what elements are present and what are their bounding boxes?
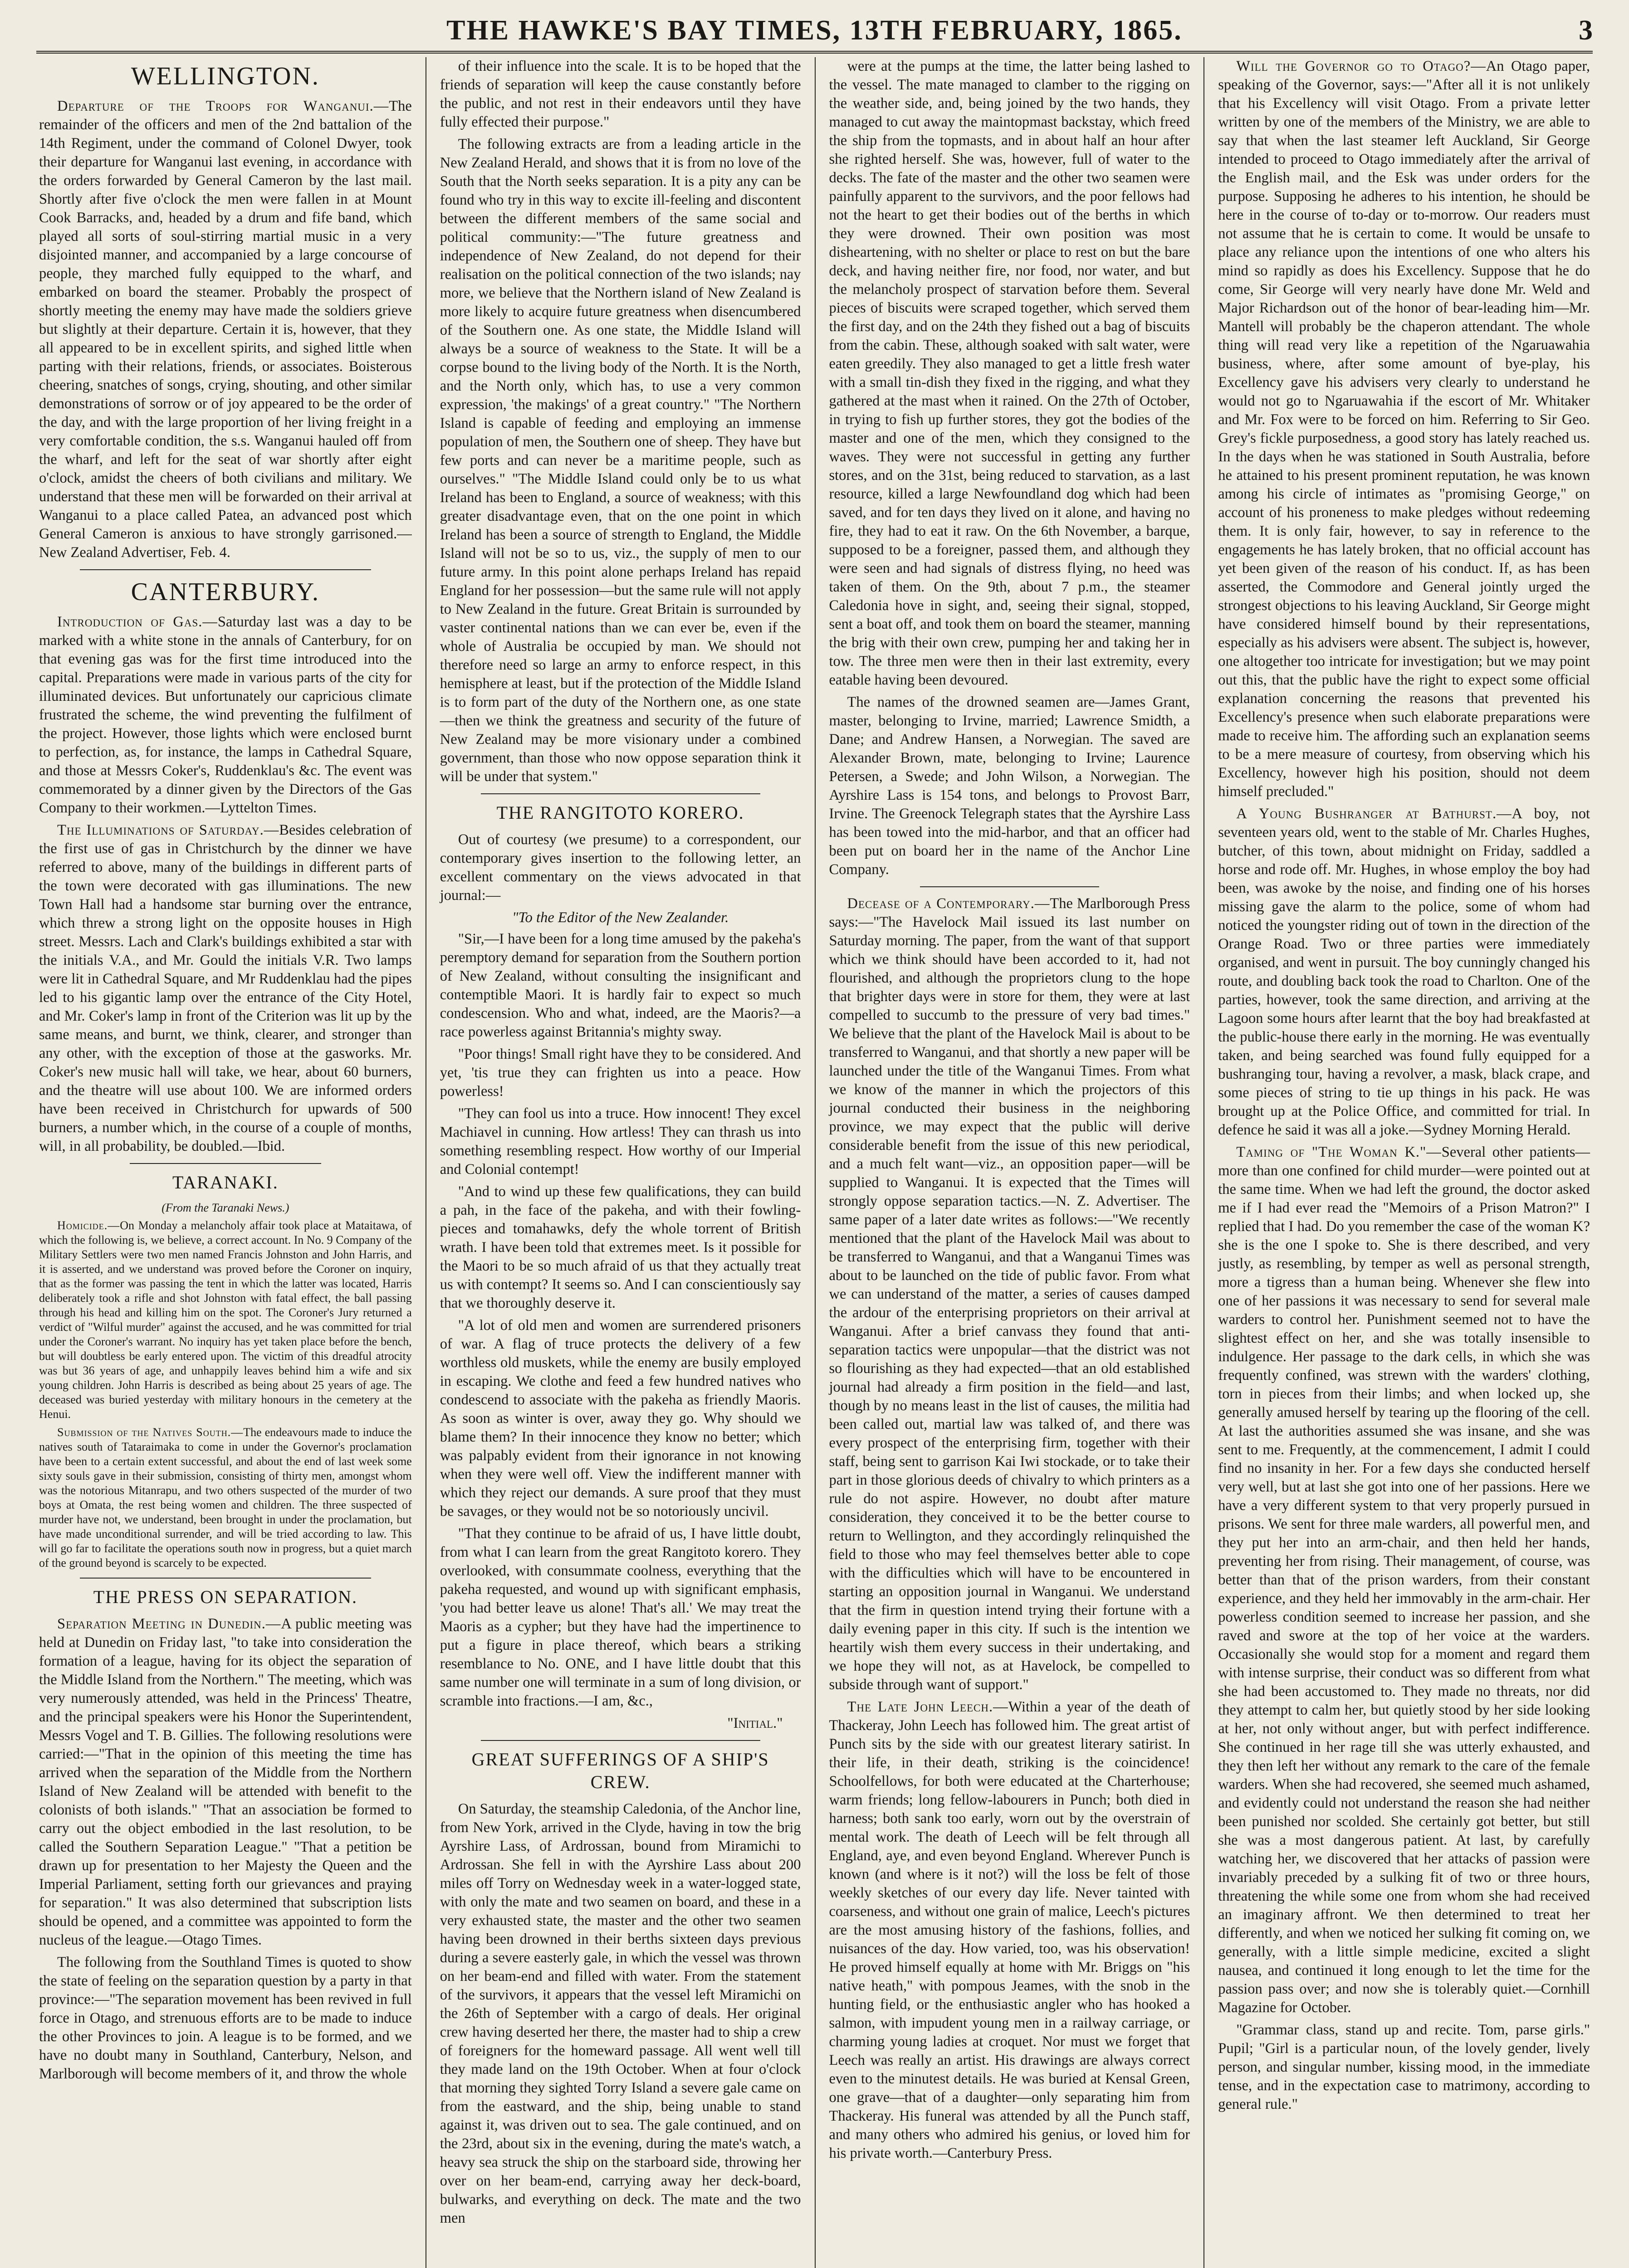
paragraph-text: The Marlborough Press says:—"The Havelock Mail issued its last number on Saturday morning. The paper, from the want of that support which we think should have been accorded to it, had not flourished, and although the proprietors clung to the hope that brighter days were in store for them, they were at last compelled to succumb to the pressure of very bad times." We believe that the plant of the Havelock Mail is about to be transferred to Wanganui, and that shortly a new paper will be launched under the title of the Wanganui Times. From what we know of the manner in which the projectors of this journal conducted their business in the neighboring province, we may expect that the public will derive considerable benefit from the issue of this new periodical, and a much felt want—viz., an opposition paper—will be supplied to Wanganui. It is expected that the Times will strongly oppose separation tactics.—N. Z. Advertiser. The same paper of a later date writes as follows:—"We recently mentioned that the plant of the Havelock Mail was about to be transferred to Wanganui, and that a Wanganui Times was about to be launched on the tide of public favor. From what we can understand of the matter, a series of causes damped the ardour of the enterprising proprietors on their arrival at Wanganui. After a brief canvass they found that anti-separation tactics were unpopular—that the district was not so flourishing as they had expected—that an old established journal had already a firm position in the field—and last, though by no means least in the list of causes, the militia had been called out, martial law was talked of, and there was every prospect of the enterprising firm, together with their staff, being sent to garrison Kai Iwi stockade, or to take their part in those glorious deeds of chivalry to which printers as a rule do not aspire. However, no doubt after mature consideration, they conceived it to be the better course to return to Wellington, and they accordingly relinquished the field to those who may feel themselves better able to cope with the difficulties which will have to be encountered in starting an opposition journal in Wanganui. We understand that the firm in question intend trying their fortune with a daily evening paper in this city. If such is the intention we heartily wish them every success in their undertaking, and we hope they will not, as at Havelock, be compelled to subside through want of support." [829,895,1190,1693]
paragraph-text: "Sir,—I have been for a long time amused by the pakeha's peremptory demand for separation from the Southern portion of New Zealand, without consulting the insignificant and contemptible Maori. It is hardly fair to expect so much condescension. Who and what, indeed, are the Maoris?—a race powerless against Britannia's mighty sway. [440,931,801,1040]
paragraph-lead: Taming of "The Woman K."— [1236,1144,1442,1160]
paragraph-text: A public meeting was held at Dunedin on Friday last, "to take into consideration the formation of a league, having for its object the separation of the Middle Island from the Northern." The meeting, which was very numerously attended, was held in the Princess' Theatre, and the principal speakers were his Honor the Superintendent, Messrs Vogel and T. B. Gillies. The following resolutions were carried:—"That in the opinion of this meeting the time has arrived when the separation of the Middle from the Northern Island of New Zealand will be attended with benefit to the colonists of both islands." "That an association be formed to carry out the object embodied in the last resolution, to be called the Southern Separation League." "That a petition be drawn up for presentation to her Majesty the Queen and the Imperial Parliament, setting forth our grievances and praying for separation." It was also determined that subscription lists should be opened, and a committee was appointed to form the nucleus of the league.—Otago Times. [39,1616,412,1948]
section-heading: WELLINGTON. [131,62,320,90]
paragraph-text: "A lot of old men and women are surrendered prisoners of war. A flag of truce protects the delivery of a few worthless old muskets, while the enemy are busily employed in escaping. We clothe and feed a few hundred natives who condescend to associate with the pakeha as friendly Maoris. As soon as winter is over, away they go. Why should we blame them? In their innocence they know no better; which was palpably evident from their ignorance in not knowing when they were well off. View the indifferent manner with which they reject our demands. A sure proof that they must be savages, or they would not be so notoriously uncivil. [440,1317,801,1520]
paragraph-lead: Homicide.— [57,1219,120,1232]
section-heading: GREAT SUFFERINGS OF A SHIP'S CREW. [471,1749,769,1792]
paragraph-text: Besides celebration of the first use of gas in Christchurch by the dinner we have referred to above, many of the buildings in different parts of the town were decorated with gas illuminations. The new Town Hall had a handsome star burning over the entrance, which threw a strong light on the opposite houses in High street. Messrs. Lach and Clark's buildings exhibited a star with the initials V.A., and Mr. Gould the initials V.R. Two lamps were lit in Cathedral Square, and Mr Ruddenklau had the pipes led to his gigantic lamp over the entrance of the City Hotel, and Mr. Coker's lamp in front of the Criterion was lit up by the same means, and burnt, we think, clearer, and stronger than any other, with the exception of those at the gasworks. Mr. Coker's new music hall will take, we hear, about 60 burners, and the theatre will use about 100. We are informed orders have been received in Christchurch for upwards of 500 burners, a number which, in the course of a couple of months, will, in all probability, be doubled.—Ibid. [39,822,412,1154]
article-paragraph [440,1316,801,1521]
paragraph-text: On Monday a melancholy affair took place at Mataitawa, of which the following is, we believe, a correct account. In No. 9 Company of the Military Settlers were two men named Francis Johnston and John Harris, and it is asserted, and we understand was proved before the Coroner on inquiry, that as the former was passing the tent in which the latter was located, Harris deliberately took a rifle and shot Johnston with fatal effect, the ball passing through his head and killing him on the spot. The Coroner's Jury returned a verdict of "Wilful murder" against the accused, and he was committed for trial under the Coroner's warrant. No inquiry has yet taken place before the bench, but will doubtless be early entered upon. The victim of this dreadful atrocity was but 36 years of age, and unhappily leaves behind him a wife and six young children. John Harris is described as being about 25 years of age. The deceased was buried yesterday with military honours in the cemetery at the Henui. [39,1219,412,1421]
article-paragraph [1218,805,1590,1139]
paragraph-text: An Otago paper, speaking of the Governor, says:—"After all it is not unlikely that his Excellency will visit Otago. From a private letter written by one of the members of the Ministry, we are able to say that when the last steamer left Auckland, Sir George intended to proceed to Otago immediately after the arrival of the English mail, and the Esk was under orders for the purpose. Supposing he adheres to his intention, he should be here in the course of to-day or to-morrow. Our readers must not assume that he is certain to come. It would be unsafe to place any reliance upon the intentions of one who alters his mind so rapidly as does his Excellency. Suppose that he do come, Sir George will very nearly have done Mr. Weld and Major Richardson out of the honor of bear-leading him—Mr. Mantell will probably be the chaperon attendant. The whole thing will read very like a repetition of the Ngaruawahia business, where, after some amount of bye-play, his Excellency gave his advisers very clearly to understand he would not go to Ngaruawahia if the escort of Mr. Whitaker and Mr. Fox were to be forced on him. Referring to Sir Geo. Grey's fickle purposedness, a good story has lately reached us. In the days when he was stationed in South Australia, before he attained to his present prominent reputation, he was known among his circle of intimates as "promising George," on account of his proneness to make pledges without redeeming them. It is only fair, however, to say in reference to the engagements he has lately broken, that no official account has yet been given of the reason of his conduct. If, as has been asserted, the Commodore and General jointly urged the strongest objections to his leaving Auckland, Sir George might have considered himself bound by their representations, especially as his advisers were absent. The subject is, however, one altogether too intricate for investigation; but we may point out this, that the public have the right to expect some official explanation concerning the reasons that prevented his Excellency's presence when such elaborate preparations were made to receive him. The affording such an explanation seems to be a mere measure of courtesy, from observing which his Excellency, however high his position, should not deem himself precluded." [1218,58,1590,800]
section-divider [481,1740,760,1741]
article-paragraph [440,1105,801,1179]
article-paragraph [39,97,412,562]
article-paragraph [39,1425,412,1570]
section-heading: CANTERBURY. [131,578,320,606]
section-divider [80,569,371,570]
article-paragraph [829,1698,1190,2163]
article-paragraph [39,1953,412,2083]
column-3 [815,57,1204,2268]
article-paragraph [829,693,1190,879]
paragraph-text: "They can fool us into a truce. How innocent! They excel Machiavel in cunning. How artless! They can thrash us into something resembling respect. How worthy of our Imperial and Colonial contempt! [440,1105,801,1178]
paragraph-lead: Departure of the Troops for Wanganui.— [57,98,389,114]
page-number: 3 [1579,15,1593,46]
article-paragraph [440,831,801,905]
article-paragraph [440,135,801,786]
paragraph-text: A boy, not seventeen years old, went to the stable of Mr. Charles Hughes, butcher, of this town, about midnight on Friday, saddled a horse and rode off. Mr. Hughes, in whose employ the boy had been, was awoke by the noise, and finding one of his horses missing gave the alarm to the police, some of whom had noticed the youngster riding out of town in the direction of the Orange Road. Two or three parties were immediately organised, and went in pursuit. The boy cunningly changed his route, and doubling back took the road to Charlton. One of the parties, however, took the same direction, and arriving at the Lagoon some hours after learnt that the boy had breakfasted at the public-house there early in the morning. He was eventually taken, and being searched was found fully equipped for a bushranging tour, having a revolver, a mask, black crape, and some pieces of string to tie up things in his pack. He was brought up at the Police Office, and committed for trial. In defence he said it was all a joke.—Sydney Morning Herald. [1218,806,1590,1138]
paragraph-text: Within a year of the death of Thackeray, John Leech has followed him. The great artist of Punch sits by the side with our greatest literary satirist. In their life, in their death, striking is the coincidence! Schoolfellows, for both were educated at the Charterhouse; warm friends; long fellow-labourers in Punch; both died in harness; both sank too early, worn out by the overstrain of mental work. The death of Leech will be felt through all England, aye, and even beyond England. Wherever Punch is known (and where is it not?) will the loss be felt of those weekly sketches of our every day life. Never tainted with coarseness, and without one grain of malice, Leech's pictures are the most amusing history of the fashions, follies, and nuisances of the day. How varied, too, was his observation! He proved himself equally at home with Mr. Briggs on "his native heath," with pompous Jeames, with the snob in the hunting field, or the enthusiastic angler who has hooked a salmon, with impudent young men in a railway carriage, or charming young ladies at croquet. Nor must we forget that Leech was really an artist. His drawings are always correct even to the minutest details. He was buried at Kensal Green, one grave—that of a daughter—only separating him from Thackeray. His funeral was attended by all the Punch staff, and many others who admired his genius, or loved him for his private worth.—Canterbury Press. [829,1699,1190,2161]
source-note: (From the Taranaki News.) [161,1201,289,1214]
section-heading: THE PRESS ON SEPARATION. [93,1587,357,1607]
paragraph-text: of their influence into the scale. It is to be hoped that the friends of separation will keep the cause constantly before the public, and not rest in their endeavors until they have fully effected their purpose." [440,58,801,130]
article-paragraph [39,613,412,817]
article-paragraph [440,930,801,1041]
article-paragraph [39,1218,412,1422]
paragraph-text: Out of courtesy (we presume) to a correspondent, our contemporary gives insertion to the following letter, an excellent commentary on the views advocated in that journal:— [440,831,801,904]
section-heading: THE RANGITOTO KORERO. [496,802,744,823]
masthead [36,13,1593,54]
column-2 [426,57,815,2268]
paragraph-text: "Grammar class, stand up and recite. Tom, parse girls." Pupil; "Girl is a particular noun, of the lovely gender, lively person, and singular number, kissing mood, in the immediate tense, and in the expectation case to matrimony, according to general rule." [1218,2022,1590,2112]
paragraph-lead: Will the Governor go to Otago?— [1236,58,1486,74]
paragraph-lead: Decease of a Contemporary.— [847,895,1050,912]
article-paragraph [39,1615,412,1950]
article-paragraph [829,894,1190,1694]
paragraph-text: "That they continue to be afraid of us, I have little doubt, from what I can learn from the great Rangitoto korero. They overlooked, with consummate coolness, everything that the pakeha requested, and wound up with significant emphasis, 'you had better leave us alone! That's all.' We may treat the Maoris as a cypher; but they have had the impertinence to put a figure in place thereof, which bears a striking resemblance to No. ONE, and I have little doubt that this same number one will terminate in a sum of long division, or scramble into fractions.—I am, &c., [440,1525,801,1709]
paragraph-text: were at the pumps at the time, the latter being lashed to the vessel. The mate managed to clamber to the rigging on the weather side, and, being joined by the two hands, they managed to cut away the maintopmast backstay, which freed the ship from the topmasts, and in about half an hour after she righted herself. She was, however, full of water to the decks. The fate of the master and the other two seamen were painfully apparent to the survivors, and the poor fellows had not the heart to get their bodies out of the berths in which they were drowned. Their own position was most disheartening, with no shelter or place to rest on but the bare deck, and having neither fire, nor food, nor water, and but the melancholy prospect of starvation before them. Several pieces of biscuits were scraped together, which served them the first day, and on the 24th they fished out a bag of biscuits from the cabin. These, although soaked with salt water, were eaten greedily. They also managed to get a little fresh water with a small tin-dish they fixed in the rigging, and what they gathered at the mast when it rained. On the 27th of October, in trying to fish up further stores, they got the bodies of the master and one of the men, which they consigned to the waves. They were not successful in getting any further stores, and on the 31st, being reduced to starvation, as a last resource, killed a large Newfoundland dog which had been saved, and for ten days they lived on it alone, and having no fire, they had to eat it raw. On the 6th November, a barque, supposed to be a foreigner, passed them, and although they were seen and had signals of distress flying, no heed was taken of them. On the 9th, about 7 p.m., the steamer Caledonia hove in sight, and, seeing their signal, stopped, sent a boat off, and took them on board the steamer, manning the brig with their own crew, pumping her and taking her in tow. The three men were then in their last extremity, every eatable having been devoured. [829,58,1190,688]
section-divider [920,886,1100,887]
paragraph-lead: Submission of the Natives South.— [57,1426,244,1439]
paragraph-text: "And to wind up these few qualifications, they can build a pah, in the face of the pakeha, and with their fowling-pieces and tomahawks, defy the whole torrent of British wrath. I have been told that extremes meet. Is it possible for the Maori to be so much afraid of us that they actually treat us with contempt? It seems so. And I can conscientiously say that we thoroughly deserve it. [440,1183,801,1311]
article-paragraph [1218,1143,1590,2017]
paragraph-lead: Introduction of Gas.— [57,614,218,630]
paragraph-text: The following extracts are from a leading article in the New Zealand Herald, and shows that it is from no love of the South that the North seeks separation. It is a pity any can be found who try in this way to excite ill-feeling and discontent between the different members of the same social and political community:—"The future greatness and independence of New Zealand, do not depend for their realisation on the political connection of the two islands; nay more, we believe that the Northern island of New Zealand is more likely to acquire future greatness when disencumbered of the Southern one. As one state, the Middle Island will always be a source of weakness to the State. It will be a corpse bound to the living body of the North. It is the North, and the North only, which has, to use a very common expression, 'the makings' of a great country." "The Northern Island is capable of feeding and employing an immense population of men, the Southern one of sheep. They have but few ports and can never be a maritime people, such as ourselves." "The Middle Island could only be to us what Ireland has been to England, a source of weakness; with this greater disadvantage even, that on the one point in which Ireland has been a source of strength to England, the Middle Island will not be so to us, viz., the supply of men to our future army. In this point alone perhaps Ireland has repaid England for her possession—but the same rule will not apply to New Zealand in the future. Great Britain is surrounded by vaster continental nations than we can ever be, even if the whole of Australia be occupied by man. We should not therefore need so large an army to enforce respect, in this hemisphere at least, but if the protection of the Middle Island is to form part of the duty of the Northern one, as one state—then we think the greatness and security of the future of New Zealand may be more visionary under a combined government, than those who now oppose separation think it will be under that system." [440,136,801,785]
paragraph-text: The names of the drowned seamen are—James Grant, master, belonging to Irvine, married; Lawrence Smidth, a Dane; and Andrew Hansen, a Norwegian. The saved are Alexander Brown, mate, belonging to Irvine; Laurence Petersen, a Swede; and John Wilson, a Norwegian. The Ayrshire Lass is 154 tons, and belongs to Provost Barr, Irvine. The Greenock Telegraph states that the Ayrshire Lass has been towed into the mid-harbor, and that an officer had been put on board her in the name of the Anchor Line Company. [829,694,1190,878]
article-paragraph [829,57,1190,689]
section-divider [481,793,760,794]
article-paragraph [440,1045,801,1101]
column-4 [1203,57,1593,2268]
paragraph-lead: A Young Bushranger at Bathurst.— [1236,806,1512,822]
section-heading: TARANAKI. [172,1172,279,1193]
article-paragraph [440,1183,801,1313]
newspaper-title: THE HAWKE'S BAY TIMES, 13TH FEBRUARY, 1865. [446,15,1183,46]
article-paragraph [440,1800,801,2228]
section-divider [130,1163,321,1164]
article-paragraph [1218,2021,1590,2114]
paragraph-lead: Separation Meeting in Dunedin.— [57,1616,281,1632]
paragraph-lead: The Illuminations of Saturday.— [57,822,279,838]
article-paragraph [39,821,412,1156]
article-paragraph [1218,57,1590,801]
section-divider [80,1578,371,1579]
paragraph-text: On Saturday, the steamship Caledonia, of the Anchor line, from New York, arrived in the Clyde, having in tow the brig Ayrshire Lass, of Ardrossan, bound from Miramichi to Ardrossan. She fell in with the Ayrshire Lass about 200 miles off Torry on Wednesday week in a water-logged state, with only the mate and two seamen on board, and these in a very exhausted state, the master and the other two seamen having been drowned in their berths sixteen days previous during a severe easterly gale, in which the vessel was thrown on her beam-end and filled with water. From the statement of the survivors, it appears that the vessel left Miramichi on the 26th of September with a cargo of deals. Her original crew having deserted her there, the master had to ship a crew of foreigners for the homeward passage. All went well till they made land on the 19th October. When at four o'clock that morning they sighted Torry Island a severe gale came on from the eastward, and the ship, being unable to stand against it, was driven out to sea. The gale continued, and on the 23rd, about six in the evening, during the mate's watch, a heavy sea struck the ship on the starboard side, throwing her over on her beam-end, carrying away her deck-board, bulwarks, and everything on deck. The mate and the two men [440,1801,801,2226]
article-paragraph [440,1525,801,1711]
paragraph-lead: The Late John Leech.— [847,1699,1008,1715]
article-paragraph [440,57,801,132]
paragraph-text: Saturday last was a day to be marked with a white stone in the annals of Canterbury, for on that evening gas was for the first time introduced into the capital. Preparations were made in various parts of the city for illuminated devices. But unfortunately our capricious climate frustrated the scheme, the wind preventing the fulfilment of the project. However, those lights which were enclosed burnt to perfection, as, for instance, the lamps in Cathedral Square, and those at Messrs Coker's, Ruddenklau's &c. The event was commemorated by a dinner given by the Directors of the Gas Company to their workmen.—Lyttelton Times. [39,614,412,816]
paragraph-text: Several other patients—more than one confined for child murder—were pointed out at the same time. When we had left the ground, the doctor asked me if I had ever read the "Memoirs of a Prison Matron?" I replied that I had. Do you remember the case of the woman K? she is the one I spoke to. She is there described, and very justly, as resembling, by temper as well as personal strength, more a tigress than a human being. Whenever she flew into one of her passions it was necessary to send for several male warders to control her. Punishment seemed not to have the slightest effect on her, and she was totally insensible to indulgence. Her passage to the dark cells, in which she was frequently confined, was strewn with the warders' clothing, torn in pieces from their limbs; and when locked up, she generally amused herself by tearing up the flooring of the cell. At last the authorities assumed she was insane, and she was sent to me. Frequently, at the commencement, I admit I could find no insanity in her. For a few days she conducted herself very well, but at last she got into one of her passions. Here we have a very different system to that very properly pursued in prisons. We sent for three male warders, all powerful men, and they put her into an arm-chair, and then held her hands, preventing her from rising. Their management, of course, was better than that of the prison warders, from their constant experience, and they held her immovably in the arm-chair. Her powerless condition seemed to increase her passion, and she raved and swore at the top of her voice at the warders. Occasionally she would stop for a moment and regard them with intense surprise, their conduct was so different from what she had been accustomed to. They made no threats, nor did they attempt to calm her, but quietly stood by her side looking at her, not only without anger, but with perfect indifference. She continued in her rage till she was utterly exhausted, and they then left her without any remark to the care of the female warders. When she had recovered, she seemed much ashamed, and evidently could not understand the reason she had neither been punished nor scolded. She certainly got better, but still she was a most dangerous patient. At last, by carefully watching her, we discovered that her attacks of passion were invariably preceded by a sulking fit of two or three hours, threatening the while some one from whom she had received an imaginary affront. We then determined to treat her differently, and when we noticed her sulking fit coming on, we generally, with a little simple medicine, excited a slight nausea, and continued it long enough to let the time for the passion pass over; and now she is tolerably quiet.—Cornhill Magazine for October. [1218,1144,1590,2016]
paragraph-text: "Poor things! Small right have they to be considered. And yet, 'tis true they can frighten us into a peace. How powerless! [440,1046,801,1100]
letter-signature: "Initial." [727,1715,783,1731]
paragraph-text: The endeavours made to induce the natives south of Tataraimaka to come in under the Governor's proclamation have been to a certain extent successful, and about the end of last week some sixty souls gave in their submission, consisting of thirty men, amongst whom was the notorious Mitanrapu, and two others suspected of the murder of two boys at Omata, the rest being women and children. The three suspected of murder have not, we understand, been brought in under the proclamation, but have made unconditional surrender, and will be tried according to law. This will go far to facilitate the operations south now in progress, but a quiet march of the ground beyond is scarcely to be expected. [39,1426,412,1569]
columns-container [36,57,1593,2268]
paragraph-text: The remainder of the officers and men of the 2nd battalion of the 14th Regiment, under the command of Colonel Dwyer, took their departure for Wanganui last evening, in accordance with the orders forwarded by General Cameron by the last mail. Shortly after five o'clock the men were fallen in at Mount Cook Barracks, and, headed by a drum and fife band, which played all sorts of soul-stirring martial music in a very disjointed manner, and accompanied by a large concourse of people, they marched fully equipped to the wharf, and embarked on board the steamer. Probably the prospect of shortly meeting the enemy may have made the soldiers grieve but slightly at their departure. Certain it is, however, that they all appeared to be in excellent spirits, and sighed little when parting with their relations, friends, or associates. Boisterous cheering, snatches of songs, crying, shouting, and other similar demonstrations of sorrow or of joy appeared to be the order of the day, and with the large proportion of her living freight in a very comfortable condition, the s.s. Wanganui hauled off from the wharf, and left for the seat of war shortly after eight o'clock, amidst the cheers of both civilians and military. We understand that these men will be forwarded on their arrival at Wanganui to a place called Patea, an advanced post which General Cameron is anxious to have strongly garrisoned.—New Zealand Advertiser, Feb. 4. [39,98,412,561]
column-1 [36,57,426,2268]
letter-salutation: "To the Editor of the New Zealander. [512,909,729,926]
paragraph-text: The following from the Southland Times is quoted to show the state of feeling on the separation question by a party in that province:—"The separation movement has been revived in full force in Otago, and strenuous efforts are to be made to induce the other Provinces to join. A league is to be formed, and we have no doubt many in Southland, Canterbury, Nelson, and Marlborough will become members of it, and throw the whole [39,1954,412,2082]
